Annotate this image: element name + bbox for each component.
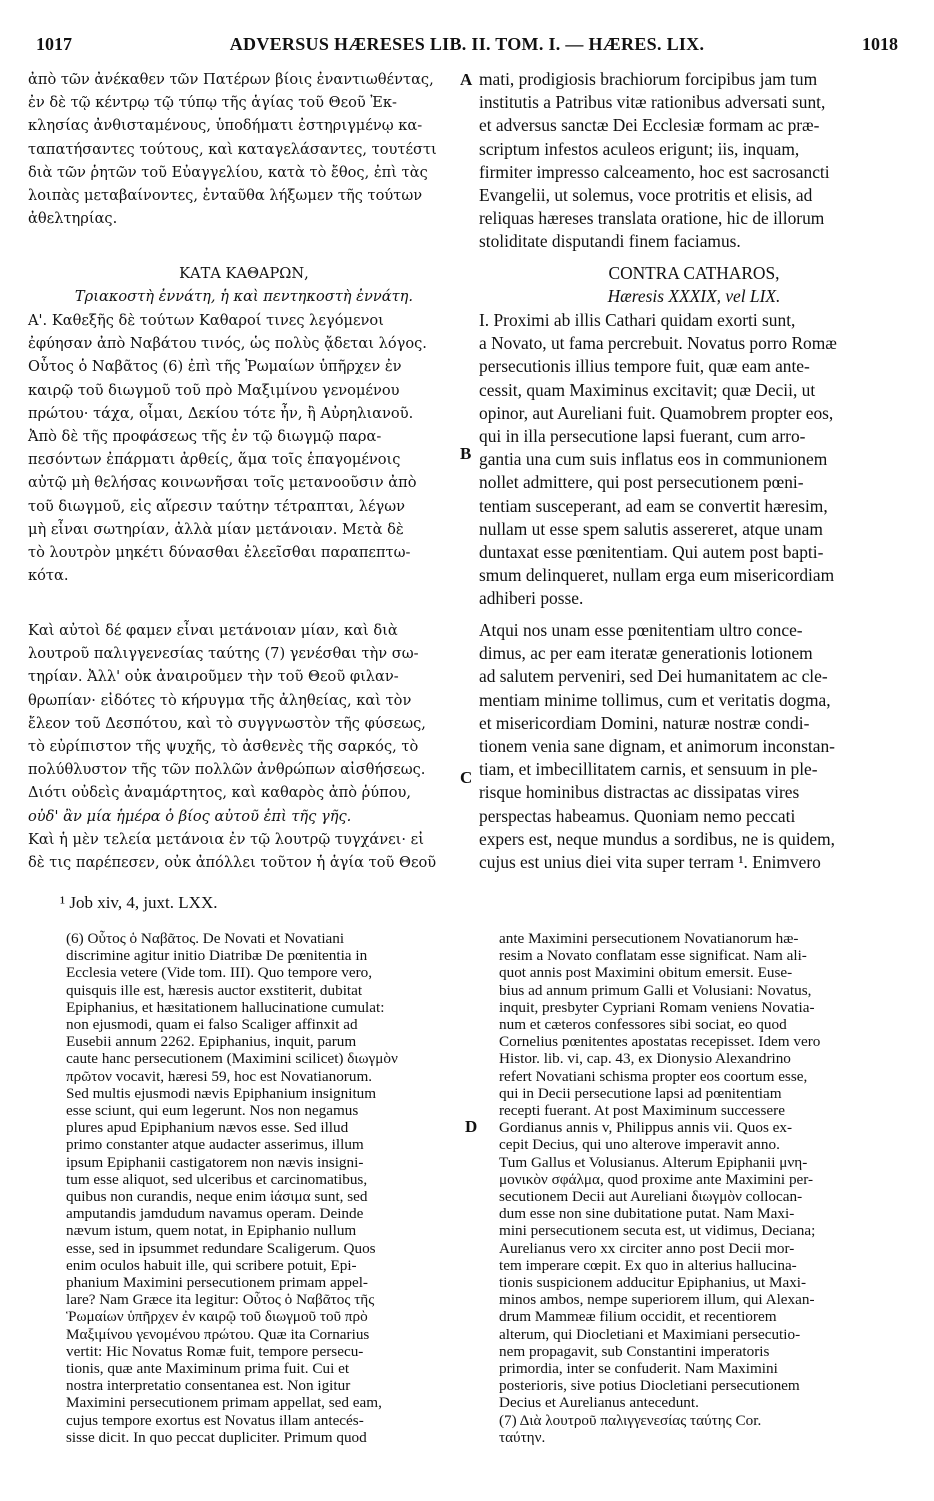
- text-line: τὸ λουτρὸν μηκέτι δύνασθαι ἐλεεῖσθαι παραπεπτω-: [28, 544, 411, 562]
- greek-heading: ΚΑΤΑ ΚΑΘΑΡΩΝ,: [179, 265, 309, 282]
- text-line: et adversus sanctæ Dei Ecclesiæ formam ac præ-: [479, 115, 820, 136]
- note-line: (7) Διὰ λουτροῦ παλιγγενεσίας ταύτης Cor.: [499, 1411, 762, 1429]
- text-line: a Novato, ut fama percrebuit. Novatus porro Romæ: [479, 333, 837, 354]
- latin-subheading: Hæresis XXXIX, vel LIX.: [607, 286, 781, 307]
- note-line: refert Novatiani schisma propter eos coortum esse,: [499, 1067, 808, 1085]
- note-line: Sed multis ejusmodi nævis Epiphanium insignitum: [66, 1084, 377, 1102]
- text-line: κλησίας ἀνθισταμένους, ὑποδήματι ἐστηριγμένῳ κα-: [28, 117, 423, 135]
- note-line: ipsum Epiphanii castigatorem non nævis insigni-: [66, 1153, 364, 1171]
- text-line: καιρῷ τοῦ διωγμοῦ τοῦ πρὸ Μαξιμίνου γενομένου: [28, 381, 400, 399]
- note-line: caute hanc persecutionem (Maximini scilicet) διωγμὸν: [66, 1050, 398, 1068]
- greek-paragraph-2: [28, 619, 460, 874]
- text-line: nullam ut esse spem salutis assereret, atque unam: [479, 518, 823, 539]
- text-line: Καὶ ἡ μὲν τελεία μετάνοια ἐν τῷ λουτρῷ τυγχάνει· εἰ: [28, 830, 424, 848]
- note-line: Aurelianus vero xx circiter anno post Decii mor-: [499, 1239, 795, 1257]
- note-line: Ecclesia vetere (Vide tom. III). Quo tempore vero,: [66, 964, 373, 982]
- text-line: πρώτου· τάχα, οἶμαι, Δεκίου τότε ἦν, ἢ Αὐρηλιανοῦ.: [28, 404, 414, 422]
- note-line: esse sciunt, qui eum legerunt. Nos non negamus: [66, 1102, 359, 1120]
- note-line: (6) Οὗτος ὁ Ναβᾶτος. De Novati et Novatiani: [66, 930, 345, 947]
- note-line: primordia, inter se confuderit. Nam Maximini: [499, 1360, 778, 1378]
- text-line: duntaxat esse pœnitentiam. Qui autem post bapti-: [479, 542, 824, 563]
- note-line: Gordianus annis v, Philippus annis vii. Quos ex-: [499, 1119, 793, 1137]
- text-line: δὲ τις παρέπεσεν, οὐκ ἀπόλλει τοῦτον ἡ ἁγία τοῦ Θεοῦ: [28, 854, 437, 872]
- note-line: quibus non curandis, neque enim ἰάσιμα sunt, sed: [66, 1188, 368, 1206]
- text-line: ταπατήσαντες τούτους, καὶ καταγελάσαντες, τουτέστι: [28, 140, 437, 158]
- text-line: ad salutem perveniri, sed Dei humanitatem ac cle-: [479, 666, 828, 687]
- note-line: recepti fuerant. At post Maximinum successere: [499, 1102, 785, 1120]
- text-line: cessit, quam Maximinus excitavit; quæ Decii, ut: [479, 379, 816, 400]
- note-line: enim oculos habuit ille, qui scribere potuit, Epi-: [66, 1256, 357, 1274]
- margin-letter-b: B: [460, 444, 472, 463]
- note-line: Eusebii annum 2262. Epiphanius, inquit, parum: [66, 1033, 357, 1051]
- note-line: πρῶτον vocavit, hæresi 59, hoc est Novatianorum.: [66, 1067, 373, 1085]
- text-line: mentiam minime tollimus, cum et veritatis dogma,: [479, 689, 831, 710]
- latin-intro: [479, 68, 909, 254]
- text-line: Atqui nos unam esse pœnitentiam ultro conce-: [479, 620, 803, 640]
- note-line: Tum Gallus et Volusianus. Alterum Epiphanii μνη-: [499, 1153, 808, 1171]
- note-line: alterum, qui Diocletiani et Maximiani persecutio-: [499, 1325, 801, 1343]
- text-line: Οὗτος ὁ Ναβᾶτος (6) ἐπὶ τῆς Ῥωμαίων ὑπῆρχεν ἐν: [28, 358, 402, 376]
- text-line: πεσόντων ἐπάρματι ἀρθείς, ἅμα τοῖς ἑπαγομένοις: [28, 451, 401, 469]
- running-header: [36, 34, 898, 58]
- note-line: Decius et Aurelianus antecedunt.: [499, 1394, 699, 1412]
- note-line: phanium Maximini persecutionem primam appel-: [66, 1274, 368, 1292]
- note-line: vertit: Hic Novatus Romæ fuit, tempore persecu-: [66, 1342, 364, 1360]
- note-line: minos ambos, nempe superiorem illum, qui Alexan-: [499, 1291, 815, 1309]
- note-line: posterioris, sive potius Diocletiani persecutionem: [499, 1377, 800, 1395]
- note-line: num et cæteros confessores sibi sociat, eo quod: [499, 1016, 787, 1034]
- text-line: αὐτῷ μὴ θελήσας κοινωνῆσαι τοῖς μετανοοῦσιν ἀπὸ: [28, 474, 417, 492]
- text-line: Evangelii, ut solemus, voce protritis et elisis, ad: [479, 185, 813, 206]
- text-line: qui in illa persecutione lapsi fuerant, cum arro-: [479, 426, 806, 447]
- note-line: tum esse aliquot, sed ulceribus et carcinomatibus,: [66, 1170, 368, 1188]
- note-line: sisse dicit. In quo peccat dupliciter. Primum quod: [66, 1428, 367, 1446]
- page-number-right: 1018: [862, 34, 898, 54]
- note-line: Μαξιμίνου γενομένου πρώτου. Quæ ita Cornarius: [66, 1325, 370, 1343]
- text-line: I. Proximi ab illis Cathari quidam exorti sunt,: [479, 310, 796, 330]
- margin-letter-a: A: [460, 70, 473, 89]
- text-line: perspectas habeamus. Quoniam nemo peccati: [479, 805, 796, 826]
- text-line: gantia una cum suis inflatus eos in communionem: [479, 449, 828, 470]
- latin-heading: CONTRA CATHAROS,: [608, 263, 780, 283]
- text-line: adhiberi posse.: [479, 588, 584, 609]
- text-line: διὰ τῶν ῥητῶν τοῦ Εὐαγγελίου, κατὰ τὸ ἔθος, ἐπὶ τὰς: [28, 163, 428, 181]
- text-line: smum delinqueret, nullam erga eum misericordiam: [479, 565, 835, 586]
- greek-subheading: Τριακοστὴ ἐννάτη, ἡ καὶ πεντηκοστὴ ἐννάτη.: [74, 288, 414, 306]
- note-line: plures apud Epiphanium nævos esse. Sed illud: [66, 1119, 349, 1137]
- margin-letter-d: D: [465, 1117, 478, 1136]
- note-line: tem imperare cœpit. Ex quo in alterius hallucina-: [499, 1256, 797, 1274]
- text-line: expers est, neque mundus a sordibus, ne is quidem,: [479, 828, 835, 849]
- text-line: Ἀπὸ δὲ τῆς προφάσεως τῆς ἐν τῷ διωγμῷ παρα-: [28, 428, 382, 446]
- note-line: tionis, quæ ante Maximinum prima fuit. Cui et: [66, 1360, 350, 1378]
- note-line: tionis suspicionem adducitur Epiphanius, ut Maxi-: [499, 1274, 807, 1292]
- note-line: mini persecutionem secuta est, ut vidimus, Deciana;: [499, 1222, 816, 1240]
- notes-right-column: [499, 930, 909, 1446]
- latin-paragraph-2: [479, 619, 909, 874]
- note-line: Cornelius pœnitentes apostatas recepisset. Idem vero: [499, 1033, 821, 1051]
- note-line: drum Mammeæ filium occidit, et recentiorem: [499, 1308, 777, 1326]
- note-line: resim a Novato conflatam esse significat. Nam ali-: [499, 947, 807, 965]
- text-line: λουτροῦ παλιγγενεσίας ταύτης (7) γενέσθαι τὴν σω-: [28, 645, 419, 663]
- text-line: οὐδ' ἂν μία ἡμέρα ὁ βίος αὐτοῦ ἐπὶ τῆς γῆς.: [28, 807, 352, 825]
- footnote: ¹ Job xiv, 4, juxt. LXX.: [60, 893, 218, 912]
- text-line: stoliditate disputandi finem faciamus.: [479, 231, 741, 252]
- text-line: nollet admittere, qui post persecutionem pœni-: [479, 472, 804, 493]
- text-line: tiam, et imbecillitatem carnis, et sensuum in ple-: [479, 759, 818, 780]
- note-line: Epiphanius, et hæsitationem hallucinatione cumulat:: [66, 998, 385, 1016]
- note-line: non ejusmodi, quam ei falso Scaliger affinxit ad: [66, 1016, 358, 1034]
- note-line: primo constanter atque audacter asserimus, illum: [66, 1136, 364, 1154]
- text-line: κότα.: [28, 567, 69, 585]
- greek-paragraph-1: [28, 309, 460, 587]
- text-line: institutis a Patribus vitæ rationibus adversati sunt,: [479, 92, 826, 113]
- note-line: nostra interpretatio consentanea est. Non igitur: [66, 1377, 351, 1395]
- text-line: cujus est unius diei vita super terram ¹. Enimvero: [479, 852, 821, 873]
- text-line: firmiter impresso calceamento, hoc est sacrosancti: [479, 161, 830, 182]
- text-line: θρωπίαν· εἰδότες τὸ κήρυγμα τῆς ἀληθείας, καὶ τὸν: [28, 691, 412, 709]
- note-line: Maximini persecutionem primam appellat, sed eam,: [66, 1394, 382, 1412]
- note-line: Histor. lib. vi, cap. 43, ex Dionysio Alexandrino: [499, 1050, 791, 1068]
- latin-heading-block: [479, 262, 909, 308]
- note-line: μονικὸν σφάλμα, quod proxime ante Maximini per-: [499, 1170, 814, 1188]
- text-line: scriptum infestos aculeos erigunt; iis, inquam,: [479, 138, 800, 159]
- text-line: ἀθελτηρίας.: [28, 210, 118, 228]
- text-line: tionem venia sane dignam, et animorum inconstan-: [479, 736, 835, 757]
- note-line: quisquis ille est, hæresis auctor exstiterit, dubitat: [66, 981, 363, 999]
- text-line: opinor, aut Aureliani fuit. Quamobrem propter eos,: [479, 402, 834, 423]
- text-line: λοιπὰς μεταβαίνοντες, ἐνταῦθα λήξωμεν τῆς τούτων: [28, 187, 423, 205]
- margin-letter-c: C: [460, 768, 473, 787]
- note-line: dum esse non sine dubitatione putat. Nam Maxi-: [499, 1205, 795, 1223]
- text-line: ἀπὸ τῶν ἀνέκαθεν τῶν Πατέρων βίοις ἐναντιωθέντας,: [28, 71, 434, 88]
- text-line: τὸ εὐρίπιστον τῆς ψυχῆς, τὸ ἀσθενὲς τῆς σαρκός, τὸ: [28, 738, 419, 756]
- note-line: Ῥωμαίων ὑπῆρχεν ἐν καιρῷ τοῦ διωγμοῦ τοῦ πρὸ: [66, 1308, 368, 1326]
- note-line: discrimine agitur initio Diatribæ De pœnitentia in: [66, 947, 368, 965]
- text-line: ἐφύησαν ἀπὸ Ναβάτου τινός, ὡς πολὺς ᾄδεται λόγος.: [28, 335, 427, 353]
- text-line: Καὶ αὐτοὶ δέ φαμεν εἶναι μετάνοιαν μίαν, καὶ διὰ: [28, 622, 398, 639]
- greek-heading-block: [28, 262, 460, 308]
- text-line: dimus, ac per eam iteratæ generationis lotionem: [479, 643, 813, 664]
- text-line: Διότι οὐδεὶς ἀναμάρτητος, καὶ καθαρὸς ἀπὸ ῥύπου,: [28, 784, 411, 802]
- latin-paragraph-1: [479, 309, 909, 611]
- notes-left-column: [66, 930, 462, 1446]
- text-line: mati, prodigiosis brachiorum forcipibus jam tum: [479, 69, 818, 89]
- text-line: τηρίαν. Ἀλλ' οὐκ ἀναιροῦμεν τὴν τοῦ Θεοῦ φιλαν-: [28, 668, 399, 686]
- text-line: risque hominibus distractas ac dissipatas vires: [479, 782, 800, 803]
- note-line: bius ad annum primum Galli et Volusiani: Novatus,: [499, 981, 812, 999]
- text-line: tentiam susceperant, ad eam se convertit hæresim,: [479, 495, 828, 516]
- text-line: ἔλεον τοῦ Δεσπότου, καὶ τὸ συγγνωστὸν τῆς φύσεως,: [28, 714, 426, 732]
- note-line: inquit, presbyter Cypriani Romam veniens Novatia-: [499, 998, 815, 1016]
- text-line: πολύθλυστον τῆς τῶν πολλῶν ἀνθρώπων αἰσθήσεως.: [28, 761, 426, 779]
- note-line: nævum istum, quem notat, in Epiphanio nullum: [66, 1222, 357, 1240]
- page-number-left: 1017: [36, 34, 72, 54]
- note-line: amputandis jamdudum navamus operam. Deinde: [66, 1205, 364, 1223]
- text-line: persecutionis illius tempore fuit, quæ eam ante-: [479, 356, 810, 377]
- note-line: nem propagavit, sub Constantini imperatoris: [499, 1342, 770, 1360]
- running-title: ADVERSUS HÆRESES LIB. II. TOM. I. — HÆRES. LIX.: [229, 34, 705, 54]
- note-line: quot annis post Maximini obitum emersit. Euse-: [499, 964, 793, 982]
- note-line: lare? Nam Græce ita legitur: Οὗτος ὁ Ναβᾶτος τῆς: [66, 1291, 375, 1309]
- note-line: esse, sed in ipsummet redundare Scaligerum. Quos: [66, 1239, 376, 1257]
- text-line: reliquas hæreses translata oratione, hic de illorum: [479, 208, 825, 229]
- note-line: ταύτην.: [499, 1428, 546, 1446]
- note-line: cepit Decius, qui uno alterove imperavit anno.: [499, 1136, 780, 1154]
- note-line: secutionem Decii aut Aureliani διωγμὸν collocan-: [499, 1188, 803, 1206]
- text-line: et misericordiam Domini, naturæ nostræ condi-: [479, 712, 810, 733]
- text-line: ἐν δὲ τῷ κέντρῳ τῷ τύπῳ τῆς ἁγίας τοῦ Θεοῦ Ἐκ-: [28, 94, 397, 112]
- note-line: cujus tempore exortus est Novatus illam antecés-: [66, 1411, 364, 1429]
- note-line: ante Maximini persecutionem Novatianorum hæ-: [499, 930, 799, 947]
- text-line: Α'. Καθεξῆς δὲ τούτων Καθαροί τινες λεγόμενοι: [28, 312, 384, 329]
- text-line: μὴ εἶναι σωτηρίαν, ἀλλὰ μίαν μετάνοιαν. Μετὰ δὲ: [28, 520, 404, 538]
- greek-intro: [28, 68, 460, 230]
- note-line: qui in Decii persecutione lapsi ad pœnitentiam: [499, 1084, 782, 1102]
- text-line: τοῦ διωγμοῦ, εἰς αἵρεσιν ταύτην τέτραπται, λέγων: [28, 497, 406, 515]
